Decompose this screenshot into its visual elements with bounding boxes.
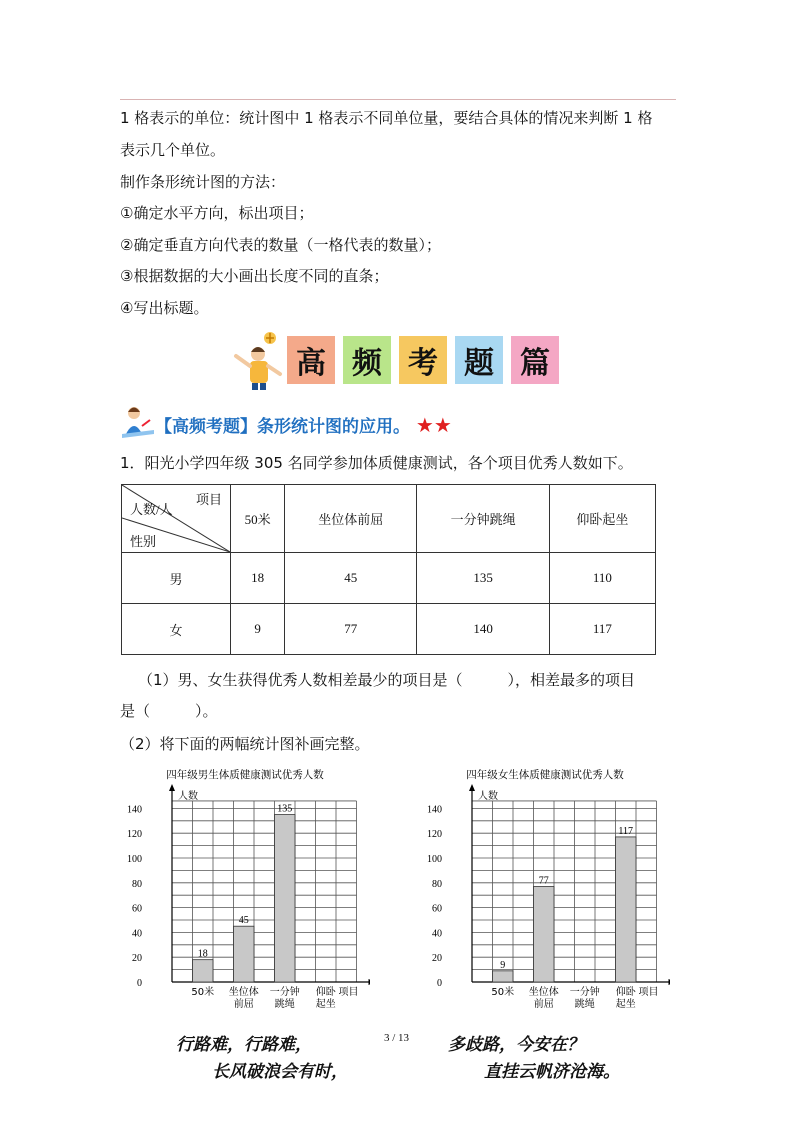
y-axis-arrow [169, 784, 175, 791]
table-header: 坐位体前屈 [285, 485, 417, 553]
poem-line-right-1: 多歧路，今安在？ [448, 1035, 584, 1055]
bar [234, 926, 255, 982]
y-tick-label: 140 [127, 804, 142, 816]
corner-label-item: 项目 [195, 492, 222, 507]
table-corner-cell [122, 485, 231, 553]
corner-label-gender: 性别 [130, 534, 157, 549]
bar [616, 837, 637, 982]
y-tick-label: 40 [132, 928, 142, 940]
sub-question-1-line1: （1）男、女生获得优秀人数相差最少的项目是（ ），相差最多的项目 [138, 671, 636, 689]
chart-title: 四年级男生体质健康测试优秀人数 [166, 769, 324, 781]
x-tick-label: 跳绳 [574, 999, 595, 1010]
banner-char-5: 篇 [511, 336, 559, 384]
table-header: 一分钟跳绳 [417, 485, 549, 553]
banner-char-4: 题 [455, 336, 503, 384]
x-tick-label: 仰卧 [315, 987, 336, 998]
bar-value-label: 135 [277, 803, 293, 815]
method-step-1: ①确定水平方向，标出项目； [120, 204, 314, 222]
y-tick-label: 20 [132, 953, 142, 965]
y-tick-label: 100 [427, 854, 442, 865]
table-header: 仰卧起坐 [549, 485, 655, 553]
x-tick-label: 前屈 [233, 999, 254, 1010]
bar [193, 960, 214, 982]
difficulty-stars: ★★ [415, 413, 452, 437]
bar-value-label: 9 [500, 959, 506, 971]
y-axis-label: 人数 [478, 790, 498, 802]
table-row-girls [122, 604, 656, 655]
sub-question-1 [120, 670, 635, 721]
y-tick-label: 60 [432, 903, 442, 915]
table-cell: 77 [285, 604, 417, 655]
bar [493, 971, 514, 982]
table-cell: 9 [231, 604, 285, 655]
sub-question-2: （2）将下面的两幅统计图补画完整。 [120, 735, 370, 753]
paragraph-unit-2: 表示几个单位。 [120, 141, 226, 159]
banner-char-1: 高 [287, 336, 335, 384]
y-axis-label: 人数 [178, 790, 198, 802]
table-cell: 45 [285, 553, 417, 604]
teacher-icon [228, 330, 288, 390]
sub-question-1-line2: 是（ ）。 [120, 702, 218, 720]
x-tick-label: 50米 [191, 987, 215, 998]
x-axis-label: 项目 [338, 987, 359, 998]
poem-line-right-2: 直挂云帆济沧海。 [484, 1062, 620, 1082]
section-title-text: 【高频考题】条形统计图的应用。 [155, 417, 410, 437]
y-tick-label: 100 [127, 854, 142, 865]
y-tick-label: 20 [432, 953, 442, 965]
row-label: 男 [122, 553, 231, 604]
question-stem: 1．阳光小学四年级 305 名同学参加体质健康测试，各个项目优秀人数如下。 [120, 454, 633, 472]
method-heading: 制作条形统计图的方法： [120, 173, 286, 191]
bar-value-label: 45 [238, 915, 249, 927]
y-tick-label: 120 [127, 829, 142, 841]
x-tick-label: 前屈 [533, 999, 554, 1010]
x-tick-label: 起坐 [315, 999, 336, 1010]
bar [534, 887, 555, 982]
y-tick-label: 80 [432, 878, 442, 890]
x-tick-label: 一分钟 [569, 987, 600, 998]
x-tick-label: 坐位体 [528, 987, 559, 998]
poem-line-left-2: 长风破浪会有时， [212, 1062, 348, 1082]
y-tick-label: 120 [427, 829, 442, 841]
table-header: 50米 [231, 485, 285, 553]
x-tick-label: 坐位体 [228, 987, 259, 998]
corner-label-count: 人数/人 [130, 502, 173, 517]
x-axis-arrow [669, 979, 671, 985]
y-tick-label: 0 [137, 978, 142, 989]
banner-char-3: 考 [399, 336, 447, 384]
poem-line-left-1: 行路难，行路难， [176, 1035, 312, 1055]
bar-value-label: 117 [618, 825, 634, 837]
y-tick-label: 60 [132, 903, 142, 915]
table-cell: 110 [549, 553, 655, 604]
row-label: 女 [122, 604, 231, 655]
x-axis-label: 项目 [638, 987, 659, 998]
y-tick-label: 80 [132, 878, 142, 890]
table-cell: 135 [417, 553, 549, 604]
bar [275, 815, 296, 982]
paragraph-unit-1: 1 格表示的单位：统计图中 1 格表示不同单位量，要结合具体的情况来判断 1 格 [120, 109, 653, 127]
student-writing-icon [120, 404, 156, 440]
y-tick-label: 140 [427, 804, 442, 816]
page-number: 3 / 13 [384, 1032, 410, 1044]
chart-girls [420, 764, 670, 1016]
method-step-2: ②确定垂直方向代表的数量（一格代表的数量）； [120, 236, 441, 254]
table-cell: 18 [231, 553, 285, 604]
data-table [121, 484, 656, 655]
table-cell: 117 [549, 604, 655, 655]
bar-value-label: 18 [197, 948, 208, 960]
x-tick-label: 50米 [491, 987, 515, 998]
table-cell: 140 [417, 604, 549, 655]
y-axis-arrow [469, 784, 475, 791]
method-step-4: ④写出标题。 [120, 299, 209, 317]
bar-value-label: 77 [538, 875, 549, 887]
chart-boys [120, 764, 370, 1016]
y-tick-label: 40 [432, 928, 442, 940]
x-tick-label: 一分钟 [269, 987, 300, 998]
x-axis-arrow [369, 979, 371, 985]
method-step-3: ③根据数据的大小画出长度不同的直条； [120, 267, 389, 285]
x-tick-label: 起坐 [615, 999, 636, 1010]
x-tick-label: 跳绳 [274, 999, 295, 1010]
table-row-boys [122, 553, 656, 604]
x-tick-label: 仰卧 [615, 987, 636, 998]
banner-char-2: 频 [343, 336, 391, 384]
y-tick-label: 0 [437, 978, 442, 989]
header-rule [120, 99, 676, 100]
section-title [155, 412, 452, 437]
chart-title: 四年级女生体质健康测试优秀人数 [466, 769, 624, 781]
